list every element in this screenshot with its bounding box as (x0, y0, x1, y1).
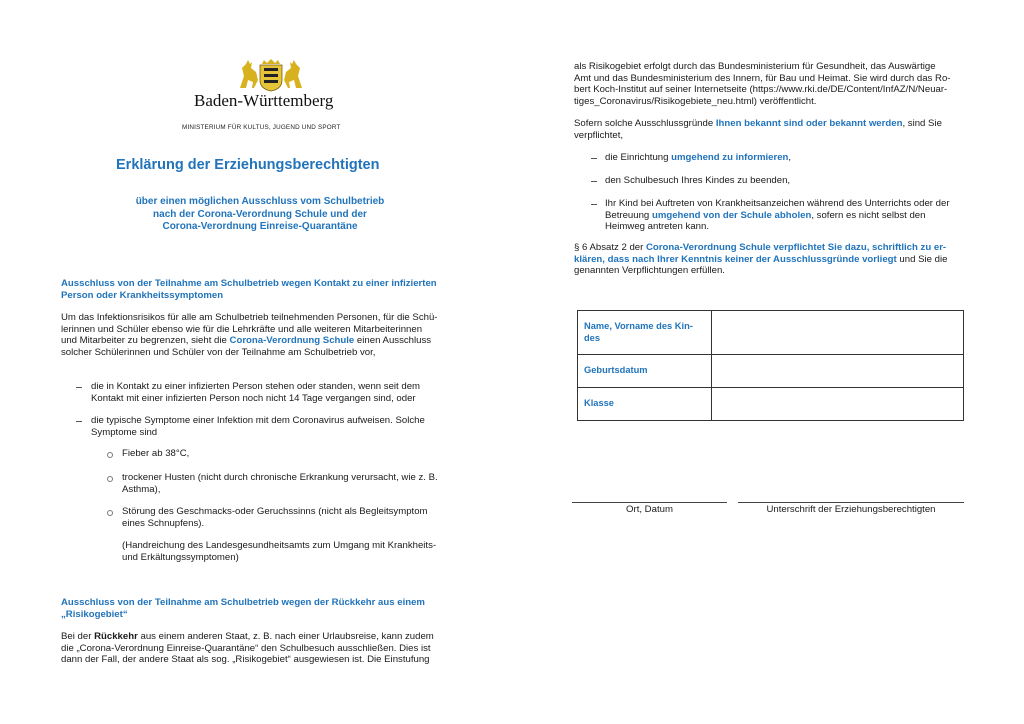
dash-bullet-icon (591, 204, 597, 205)
obligation-paragraph: Sofern solche Ausschlussgründe Ihnen bekannt sind oder bekannt werden, sind Sie verpflichtet, (574, 118, 942, 141)
list-item: die typische Symptome einer Infektion mit dem Coronavirus aufweisen. Solche Symptome sind (91, 415, 425, 438)
duty-item: den Schulbesuch Ihres Kindes zu beenden, (605, 175, 791, 186)
list-item: Störung des Geschmacks-oder Geruchssinns (nicht als Begleitsymptom eines Schnupfens). (122, 506, 428, 529)
section1-heading: Ausschluss von der Teilnahme am Schulbetrieb wegen Kontakt zu einer infizierten Person oder Krankheitssymptomen (61, 278, 437, 301)
list-item: Fieber ab 38°C, (122, 448, 190, 459)
coat-of-arms-icon (236, 58, 306, 92)
dash-bullet-icon (76, 387, 82, 388)
form-field-birthdate[interactable] (712, 355, 964, 388)
form-field-class[interactable] (712, 388, 964, 421)
form-label-class: Klasse (578, 388, 712, 421)
place-date-label: Ort, Datum (626, 504, 673, 515)
list-item: trockener Husten (nicht durch chronische Erkrankung verursacht, wie z. B. Asthma), (122, 472, 438, 495)
child-info-form (577, 310, 964, 421)
section2-heading: Ausschluss von der Teilnahme am Schulbetrieb wegen der Rückkehr aus einem „Risikogebiet“ (61, 597, 425, 620)
form-field-name[interactable] (712, 311, 964, 355)
logo-state-name: Baden-Württemberg (194, 91, 334, 110)
circle-bullet-icon (107, 510, 113, 516)
place-date-line[interactable] (572, 502, 727, 503)
signature-label: Unterschrift der Erziehungsberechtigten (766, 504, 936, 515)
section1-intro: Um das Infektionsrisikos für alle am Schulbetrieb teilnehmenden Personen, für die Schü- lerinnen und Schüler ebenso wie für die Lehrkräfte und alle weiteren Mitarbeiterinnen und Mitarbeiter zu begrenzen, sieht die Corona-Verordnung Schule einen Ausschluss solcher Schülerinnen und Schüler von der Teilnahme am Schulbetrieb vor, (61, 312, 438, 358)
legal-paragraph: § 6 Absatz 2 der Corona-Verordnung Schule verpflichtet Sie dazu, schriftlich zu er- klären, dass nach Ihrer Kenntnis keiner der Ausschlussgründe vorliegt und Sie die genannten Verpflichtungen erfüllen. (574, 242, 948, 277)
section2-paragraph: Bei der Rückkehr aus einem anderen Staat, z. B. nach einer Urlaubsreise, kann zudem die „Corona-Verordnung Einreise-Quarantäne“ den Schulbesuch ausschließen. Dies ist dann der Fall, der andere Staat als sog. „Risikogebiet“ ausgewiesen ist. Die Einstufung (61, 631, 434, 666)
logo (180, 58, 360, 133)
form-label-name: Name, Vorname des Kin- des (578, 311, 712, 355)
document-subtitle: über einen möglichen Ausschluss vom Schulbetrieb nach der Corona-Verordnung Schule und der Corona-Verordnung Einreise-Quarantäne (135, 196, 385, 232)
circle-bullet-icon (107, 452, 113, 458)
section1-note: (Handreichung des Landesgesundheitsamts zum Umgang mit Krankheits- und Erkältungssymptomen) (122, 540, 437, 563)
dash-bullet-icon (591, 181, 597, 182)
form-label-birthdate: Geburtsdatum (578, 355, 712, 388)
duty-item: die Einrichtung umgehend zu informieren, (605, 152, 792, 163)
logo-ministry: MINISTERIUM FÜR KULTUS, JUGEND UND SPORT (182, 124, 341, 131)
form-row-name (578, 311, 964, 355)
document-title: Erklärung der Erziehungsberechtigten (116, 157, 380, 173)
list-item: die in Kontakt zu einer infizierten Person stehen oder standen, wenn seit dem Kontakt mit einer infizierten Person noch nicht 14 Tage vergangen sind, oder (91, 381, 421, 404)
highlight-corona-verordnung-schule: Corona-Verordnung Schule (229, 335, 355, 347)
form-row-birthdate (578, 355, 964, 388)
signature-line[interactable] (738, 502, 964, 503)
duty-item: Ihr Kind bei Auftreten von Krankheitsanzeichen während des Unterrichts oder der Betreuung umgehend von der Schule abholen, sofern es nicht selbst den Heimweg antreten kann. (605, 198, 950, 233)
continued-paragraph: als Risikogebiet erfolgt durch das Bundesministerium für Gesundheit, das Auswärtige Amt und das Bundesministerium des Innern, für Bau und Heimat. Sie wird durch das Ro- bert Koch-Institut auf seiner Internetseite (https://www.rki.de/DE/Content/InfAZ/N/Neuar- tiges_Coronavirus/Risikogebiete_neu.html) veröffentlicht. (574, 61, 951, 107)
circle-bullet-icon (107, 476, 113, 482)
dash-bullet-icon (76, 421, 82, 422)
form-row-class (578, 388, 964, 421)
dash-bullet-icon (591, 158, 597, 159)
